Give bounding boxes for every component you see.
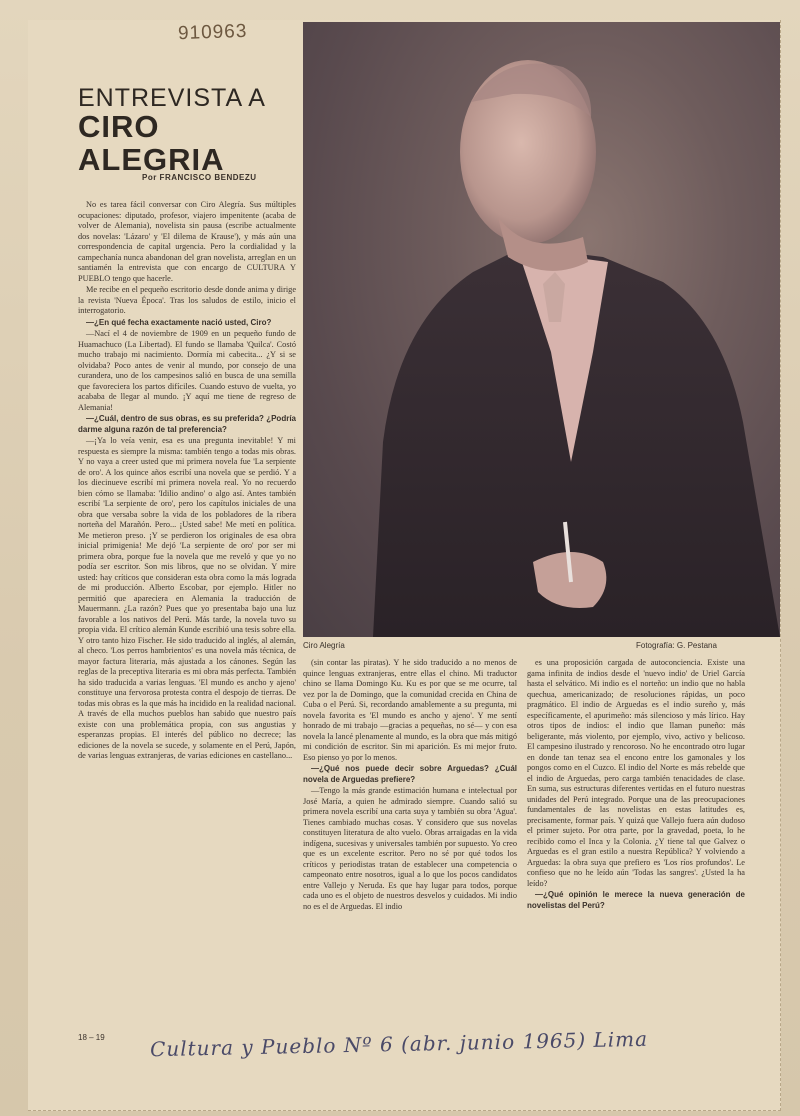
question: —¿Qué nos puede decir sobre Arguedas? ¿Cuál novela de Arguedas prefiere?: [303, 764, 517, 784]
photo-credit: Fotografía: G. Pestana: [636, 641, 717, 650]
handwritten-source-note: Cultura y Pueblo Nº 6 (abr. junio 1965) Lima: [149, 1026, 649, 1062]
paragraph: —Nací el 4 de noviembre de 1909 en un pequeño fundo de Huamachuco (La Libertad). El fundo se llamaba 'Quilca'. Costó mucho trabajo mi nacimiento. Dormía mi cabecita... ¿Y si se olvidaba? Poco antes de venir al mundo, por consejo de una curandera, uno de los campesinos salió en busca de una semilla que favoreciera los partos difíciles. Cuando estuvo de vuelta, yo acababa de llegar al mundo. ¡Y aquí me tiene de regreso de Alemania!: [78, 329, 296, 412]
page-number: 18 – 19: [78, 1033, 105, 1042]
paragraph: —¡Ya lo veía venir, esa es una pregunta inevitable! Y mi respuesta es siempre la misma: también tengo a todas mis obras. Y no vaya a creer usted que mi primera novela fue 'La serpiente de oro'. A los quince años escribí una novela que se perdió. Y a los diecinueve escribí mi primera novela real. Yo no recuerdo bien cómo se llamaba: 'Idilio andino' o algo así. Antes también escribí 'La serpiente de oro', pero los capítulos iniciales de una obra que versaba sobre la vida de los pobladores de la ribera norteña del Marañón. Pero... ¡Usted sabe! Me metí en política. Me metieron preso. ¡Y se perdieron los originales de esa obra inicial primigenia! Me dejó 'La serpiente de oro' por ser mi primera obra, porque fue la novela que me reveló y que yo no podía ser escritor. Son mis libros, que no se olvidan. Y mire usted: hay críticos que consideran esta obra como la más lograda de mi producción. Alberto Escobar, por ejemplo. Hitler no permitió que apareciera en Alemania la traducción de Mauermann. ¿La razón? Pues que yo presentaba bajo una luz favorable a los nativos del Perú. Más tarde, la novela tuvo su propia vida. El crítico alemán Kunde escribió una tesis sobre ella. Y otro tanto hizo Fischer. He sido traducido al inglés, al alemán, al checo. 'Los perros hambrientos' es una novela más técnica, de mayor factura literaria, más ajustada a los cánones. Según las reglas de la preceptiva literaria es mi obra más perfecta. También ha sido traducida a varias lenguas. 'El mundo es ancho y ajeno' constituye una fervorosa protesta contra el despojo de tierras. De todas mis obras es la que más ha incidido en la realidad nacional. A través de ella muchos pueblos han sabido que nuestro país existe con una problemática propia, con sus angustias y esperanzas propias. El interés del público no decrece; las ediciones de la novela se sucede, y solamente en el Perú, Japón, de varias lenguas extranjeras, de varias ediciones en castellano...: [78, 436, 296, 760]
article-column-3: [527, 658, 745, 1022]
archive-number: 910963: [177, 20, 248, 45]
paragraph: —Tengo la más grande estimación humana e intelectual por José María, a quien he admirado siempre. Cuando salió su primera novela escribí una carta suya y también su obra 'Agua'. Tienes cambiado muchas cosas. Y considero que sus novelas constituyen literatura de alto vuelo. Obras arraigadas en la vida indígena, sucesivas y universales también por supuesto. Yo creo que es un excelente escritor. Pero no sé por qué todos los críticos y periodistas tratan de establecer una competencia o campeonato entre nosotros, igual a lo que los pocos candidatos entre Vallejo y Neruda. Es que hay lugar para todos, porque cada uno es el objeto de nuestros desvelos y cuidados. Mi indio no es el de Arguedas. El indio: [303, 786, 517, 911]
question: —¿En qué fecha exactamente nació usted, Ciro?: [86, 317, 272, 327]
paragraph: No es tarea fácil conversar con Ciro Alegría. Sus múltiples ocupaciones: diputado, profesor, viajero impenitente (acaba de volver de Alemania), novelista sin pausa (escribe actualmente dos novelas: 'Lázaro' y 'El dilema de Krause'), y más aún una correspondencia de capital urgencia. Pero la cordialidad y la campechanía nunca abandonan del gran novelista, arreglan en un santiamén la entrevista que con encargo de CULTURA Y PUEBLO tengo que hacerle.: [78, 200, 296, 283]
paragraph: es una proposición cargada de autoconciencia. Existe una gama infinita de indios desde el 'nuevo indio' de Uriel García hasta el selvático. Mi indio es el norteño: un indio que no habla quechua, americanizado; de resoluciones rápidas, un poco pragmático. El indio de Arguedas es el indio sureño y, más específicamente, el apurimeño: más silencioso y más lírico. Hay otros tipos de indios: el indio que llaman puneño: más beligerante, más violento, por ejemplo, vivo, activo y belicoso. El campesino ilustrado y rencoroso. No he encontrado otro lugar en donde tan tenaz sea el encono entre los gamonales y los pongos como en el Cuzco. El indio del Norte es más rebelde que el indio de Arguedas, pero carga también tenacidades de clase. En suma, sus estructuras diferentes vertidas en el futuro nuestras unidades del Perú integrado. Porque una de las preocupaciones fundamentales de las novelistas en estas latitudes es, precisamente, formar país. Y quizá que Vallejo fuera aún dudoso el primer sujeto. Por otra parte, por la gravedad, poeta, lo he recibido como el Inca y la Colonia. ¿Y tiene tal que Galvez o Arguedas es el gran estilo a nuestra República? Y volviendo a Arguedas: la obra suya que prefiero es 'Los ríos profundos'. Le confieso que no he leído aún 'Todas las sangres'. ¿Usted la ha leído?: [527, 658, 745, 888]
title-name-line1: CIRO: [78, 109, 160, 144]
portrait-photo: [303, 22, 780, 637]
photo-caption: Ciro Alegría: [303, 641, 345, 650]
article-column-1: [78, 200, 296, 1022]
title-name-line2: ALEGRIA: [78, 141, 225, 177]
byline: Por FRANCISCO BENDEZU: [142, 173, 257, 182]
question: —¿Qué opinión le merece la nueva generación de novelistas del Perú?: [527, 890, 745, 910]
question: —¿Cuál, dentro de sus obras, es su preferida? ¿Podría darme alguna razón de tal preferencia?: [78, 414, 296, 434]
article-title: [78, 86, 298, 176]
title-kicker: ENTREVISTA A: [78, 84, 266, 112]
portrait-illustration: [303, 22, 780, 637]
paragraph: (sin contar las piratas). Y he sido traducido a no menos de quince lenguas extranjeras, entre ellas el chino. Mi traductor chino se llama Domingo Ku. Ku es por que se me ocurre, tal vez por la de Domingo, que la comunidad crecida en China de Cuba o el Perú. Si, recordando amablemente a su pregunta, mi novela favorita es 'El mundo es ancho y ajeno'. Y me sentí honrado de mi trabajo —gracias a pequeñas, no sé— y con esa novela la lancé plenamente al mundo, es la obra que más mitigó mi condición de escritor. Sin mi aparición. Es mi mejor fruto. Eso pienso yo por lo menos.: [303, 658, 517, 762]
paragraph: Me recibe en el pequeño escritorio desde donde anima y dirige la revista 'Nueva Época'. Tras los saludos de estilo, inicio el interrogatorio.: [78, 285, 296, 315]
article-column-2: [303, 658, 517, 1022]
